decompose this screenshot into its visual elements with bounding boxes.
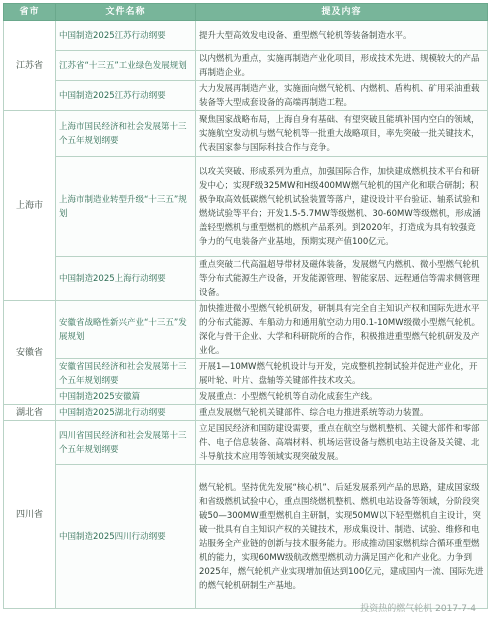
table-row <box>4 359 488 389</box>
document-name-cell: 中国制造2025上海行动纲要 <box>56 257 196 301</box>
province-cell: 安徽省 <box>4 301 56 405</box>
policy-table <box>3 3 488 609</box>
content-cell: 发展重点：小型燃气轮机等自动化成套生产线。 <box>196 389 488 405</box>
table-row <box>4 257 488 301</box>
table-row <box>4 157 488 257</box>
document-name-cell: 中国制造2025湖北行动纲要 <box>56 405 196 421</box>
table-row <box>4 421 488 465</box>
document-name-cell: 中国制造2025安徽篇 <box>56 389 196 405</box>
document-name-cell: 上海市制造业转型升级“十三五”规划 <box>56 157 196 257</box>
document-name-cell: 江苏省“十三五”工业绿色发展规划 <box>56 51 196 81</box>
header-document: 文件名称 <box>56 4 196 21</box>
province-cell: 江苏省 <box>4 21 56 111</box>
table-row <box>4 405 488 421</box>
content-cell: 大力发展再制造产业，实施面向燃气轮机、内燃机、盾构机、矿用采油重载装备等大型成套设备的高端再制造工程。 <box>196 81 488 111</box>
content-cell: 以攻关突破、形成系列为重点，加强国际合作，加快建成燃机技术平台和研发中心；实现F级325MW和H级400MW燃气轮机的国产化和联合研制；积极争取高效低碳燃气轮机试验装置等落户，建设设计平台验证、轴系试验和燃烧试验等平台；开发1.5-5.7MW等级燃机、30-60MW等级燃机，形成涵盖轻型燃机与重型燃机的燃机产品系列。到2020年，打造成为具有较强竞争力的气电装备产业基地，预期实现产值100亿元。 <box>196 157 488 257</box>
content-cell: 重点发展燃气轮机关键部件、综合电力推进系统等动力装置。 <box>196 405 488 421</box>
content-cell: 燃气轮机。坚持优先发展“核心机”、后延发展系列产品的思路，建成国家级和省级燃机试验中心，重点围绕燃机整机、燃机电站设备等领域，分阶段突破50—300MW重型燃机自主研制，实现50MW以下轻型燃机自主设计，突破一批具有自主知识产权的关键技术，形成集设计、制造、试验、维修和电站服务全产业链的创新与技术服务能力。形成推动国家燃机综合循环重型燃机的能力，实现60MW级航改燃型燃机动力满足国产化和产业化。力争到2025年，燃气轮机产业实现增加值达到100亿元，建成国内一流、国际先进的燃气轮机研制生产基地。 <box>196 465 488 609</box>
table-row <box>4 21 488 51</box>
document-name-cell: 安徽省国民经济和社会发展第十三个五年规划纲要 <box>56 359 196 389</box>
province-cell: 湖北省 <box>4 405 56 421</box>
table-row <box>4 389 488 405</box>
content-cell: 立足国民经济和国防建设需要，重点在航空与燃机整机、关键大部件和零部件、电子信息装备、高端材料、机场运营设备与燃机电站主设备及关键、北斗导航技术应用等领域实现突破发展。 <box>196 421 488 465</box>
table-header-row <box>4 4 488 21</box>
header-province: 省市 <box>4 4 56 21</box>
document-name-cell: 四川省国民经济和社会发展第十三个五年规划纲要 <box>56 421 196 465</box>
table-row <box>4 465 488 609</box>
table-row <box>4 51 488 81</box>
content-cell: 提升大型高效发电设备、重型燃气轮机等装备制造水平。 <box>196 21 488 51</box>
document-name-cell: 安徽省战略性新兴产业“十三五”发展规划 <box>56 301 196 359</box>
content-cell: 以内燃机为重点，实施再制造产业化项目，形成技术先进、规模较大的产品再制造企业。 <box>196 51 488 81</box>
watermark: 投资热的燃气轮机 2017-7-4 <box>360 604 476 614</box>
content-cell: 重点突破二代高温超导带材及磁体装备，发展燃气内燃机、微小型燃气轮机等分布式能源生产设备，开发能源管理、智能家居、远程通信等需求侧管理设备。 <box>196 257 488 301</box>
table-row <box>4 301 488 359</box>
province-cell: 上海市 <box>4 111 56 301</box>
header-content: 提及内容 <box>196 4 488 21</box>
table-row <box>4 81 488 111</box>
document-name-cell: 中国制造2025江苏行动纲要 <box>56 21 196 51</box>
province-cell: 四川省 <box>4 421 56 609</box>
table-row <box>4 111 488 157</box>
document-name-cell: 中国制造2025四川行动纲要 <box>56 465 196 609</box>
content-cell: 聚焦国家战略布局，上海自身有基础、有望突破且能填补国内空白的领域，实施航空发动机与燃气轮机等一批重大战略项目，率先突破一批关键技术，代表国家参与国际科技合作与竞争。 <box>196 111 488 157</box>
document-name-cell: 上海市国民经济和社会发展第十三个五年规划纲要 <box>56 111 196 157</box>
document-name-cell: 中国制造2025江苏行动纲要 <box>56 81 196 111</box>
content-cell: 加快推进微小型燃气轮机研发，研制具有完全自主知识产权和国际先进水平的分布式能源、车船动力和通用航空动力用0.1-10MW级微小型燃气轮机。深化与骨干企业、大学和科研院所的合作，积极推进重型燃气轮机研发及产业化。 <box>196 301 488 359</box>
content-cell: 开展1—10MW燃气轮机设计与开发，完成整机控制试验并促进产业化，开展叶轮、叶片、盘轴等关键部件技术攻关。 <box>196 359 488 389</box>
